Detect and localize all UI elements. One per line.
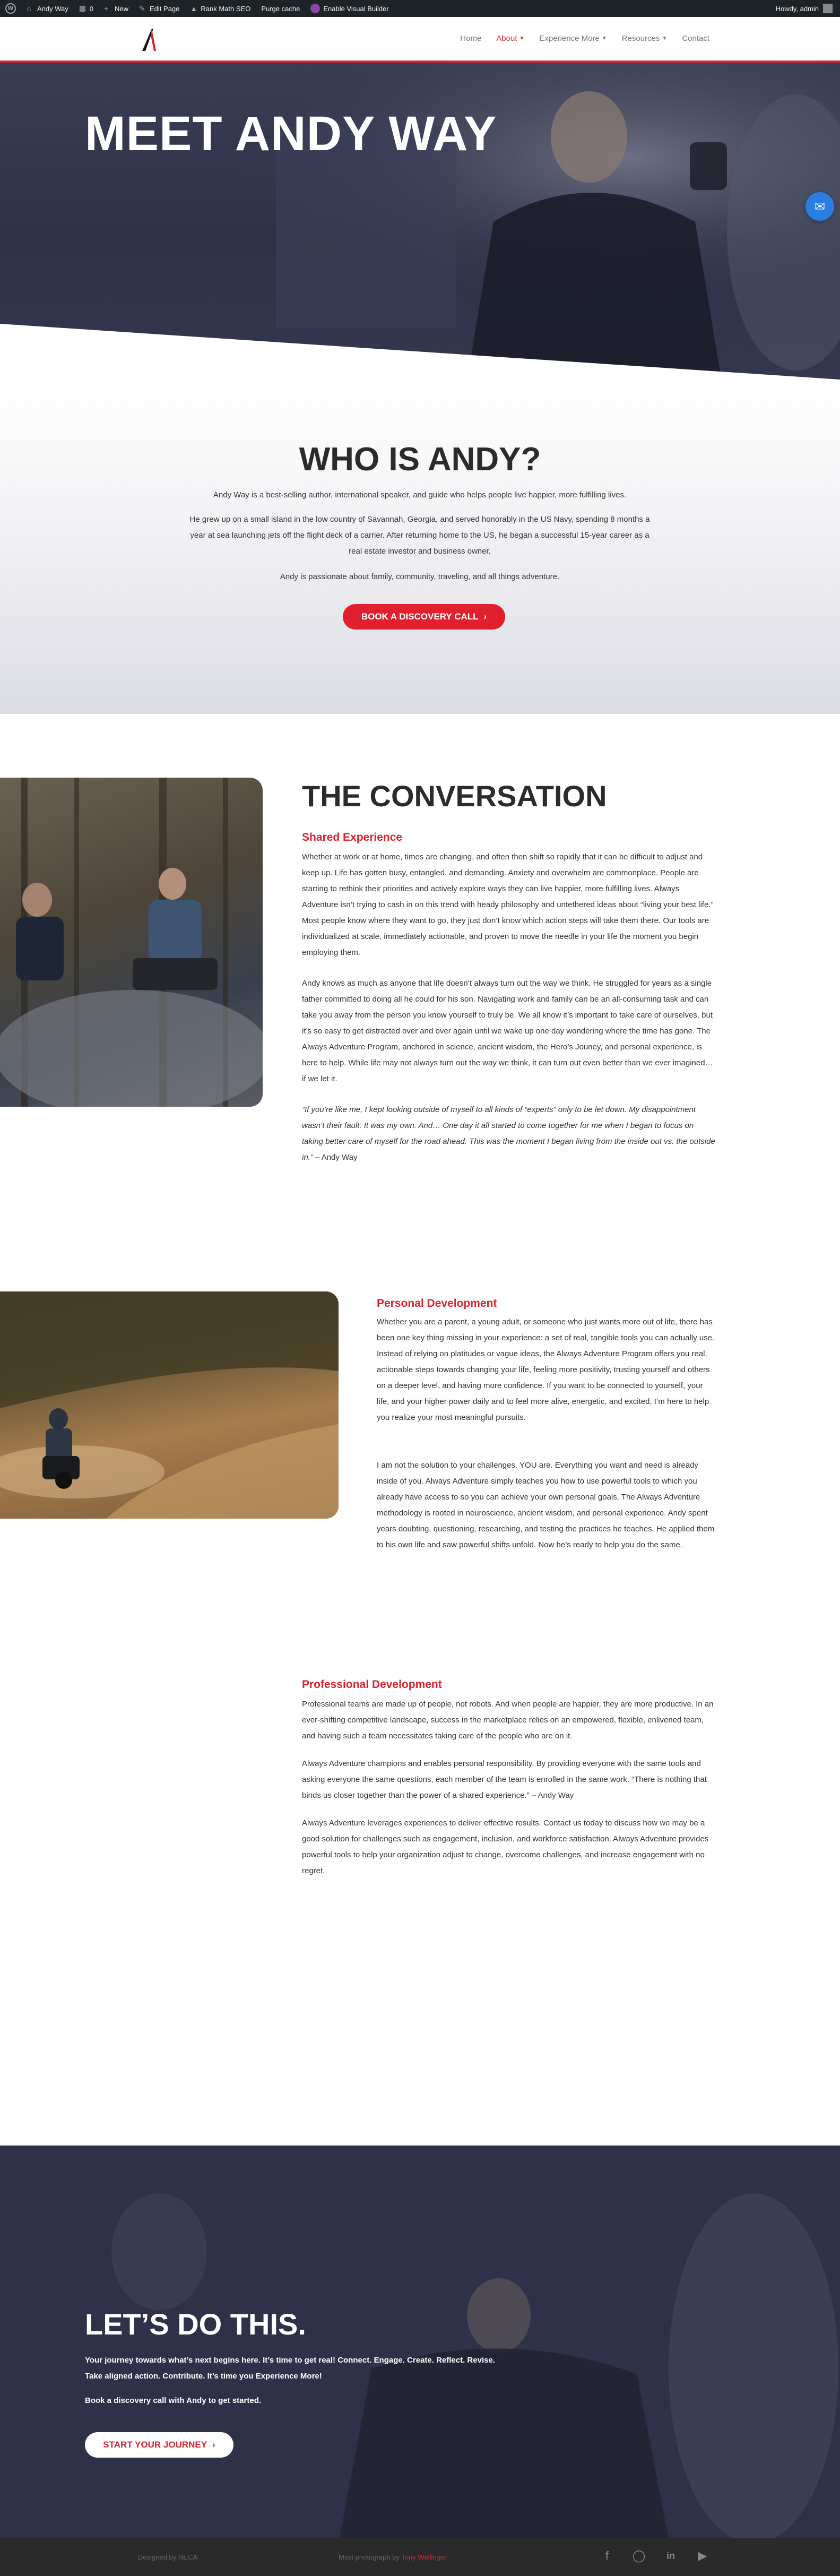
nav-contact[interactable] bbox=[682, 34, 709, 43]
nav-experience-more[interactable] bbox=[539, 34, 607, 43]
professional-paragraph-2: Always Adventure champions and enables personal responsibility. By providing everyone with the same tools and asking everyone the same questions, each member of the team is enrolled in the same work. “There is nothing that binds us closer together than the power of a shared experience.” – Andy Way bbox=[302, 1759, 707, 1800]
quote-author: – Andy Way bbox=[313, 1153, 358, 1162]
comment-icon: ▩ bbox=[79, 4, 86, 13]
photo-credit-prefix: Most photograph by bbox=[339, 2553, 402, 2561]
book-call-label: BOOK A DISCOVERY CALL bbox=[361, 611, 479, 622]
wp-admin-bar bbox=[0, 0, 840, 17]
chevron-down-icon: ▼ bbox=[519, 36, 525, 41]
chevron-down-icon: ▼ bbox=[601, 36, 607, 41]
photo-credit bbox=[339, 2553, 446, 2561]
my-account-menu[interactable] bbox=[776, 4, 840, 13]
nav-about-label: About bbox=[496, 34, 517, 43]
comments-count: 0 bbox=[89, 4, 93, 13]
purge-cache-label: Purge cache bbox=[261, 4, 300, 13]
conversation-image bbox=[0, 778, 263, 1107]
quote-text: “If you’re like me, I kept looking outside of myself to all kinds of “experts” only to be let down. My disappointment wasn’t their fault. It was my own. And… One day it all started to come together for me when I began to focus on taking better care of myself for the road ahead. This was the moment I began living from the inside out vs. the outside in.” bbox=[302, 1105, 715, 1162]
conversation-paragraph-1: Whether at work or at home, times are changing, and often then shift so rapidly that it can be difficult to adjust and keep up. Life has gotten busy, entangled, and demanding. Anxiety and overwhelm are commonplace. People are starting to rethink their priorities and actively explore ways they can live happier, more fulfilling lives. Always Adventure isn’t trying to cash in on this trend with heady philosophy and untethered ideas about “living your best life.” Most people know where they want to go, they just don’t know which action steps will take them there. Our tools are individualized at scale, immediately actionable, and proven to move the needle in your life the moment you begin employing them. bbox=[302, 852, 714, 957]
motorcycle-photo bbox=[0, 1291, 339, 1519]
wp-logo-menu[interactable] bbox=[0, 0, 21, 17]
start-journey-label: START YOUR JOURNEY bbox=[103, 2440, 207, 2450]
nav-home-label: Home bbox=[460, 34, 482, 43]
new-label: New bbox=[115, 4, 129, 13]
nav-contact-label: Contact bbox=[682, 34, 709, 43]
chevron-right-icon: › bbox=[212, 2440, 215, 2450]
andy-quote bbox=[302, 1102, 716, 1166]
edit-page-label: Edit Page bbox=[150, 4, 180, 13]
photographer-link[interactable]: Tony Wellinger bbox=[401, 2553, 447, 2561]
who-intro: Andy Way is a best-selling author, international speaker, and guide who helps people live happier, more fulfilling lives. bbox=[213, 490, 627, 499]
pencil-icon: ✎ bbox=[139, 4, 145, 13]
cta-title: LET’S DO THIS. bbox=[85, 2307, 306, 2341]
comments-menu[interactable] bbox=[74, 0, 99, 17]
site-name-menu[interactable] bbox=[21, 0, 74, 17]
rank-math-label: Rank Math SEO bbox=[201, 4, 251, 13]
visual-builder-label: Enable Visual Builder bbox=[323, 4, 389, 13]
shared-experience-heading: Shared Experience bbox=[302, 831, 403, 843]
linkedin-icon[interactable]: in bbox=[666, 2550, 675, 2561]
nav-about[interactable] bbox=[496, 34, 524, 43]
chevron-down-icon: ▼ bbox=[662, 36, 668, 41]
who-passions: Andy is passionate about family, community, traveling, and all things adventure. bbox=[280, 572, 560, 581]
site-footer bbox=[0, 2538, 840, 2576]
personal-development-image bbox=[0, 1291, 339, 1519]
nav-home[interactable] bbox=[460, 34, 481, 43]
nav-resources-label: Resources bbox=[621, 34, 660, 43]
home-icon: ⌂ bbox=[27, 4, 31, 13]
facebook-icon[interactable]: f bbox=[605, 2549, 609, 2562]
nav-experience-label: Experience More bbox=[539, 34, 600, 43]
chat-widget-button[interactable] bbox=[806, 192, 834, 221]
conversation-paragraph-2: Andy knows as much as anyone that life doesn’t always turn out the way we think. He struggled for years as a single father committed to doing all he could for his son. Navigating work and family can be an all-consuming task and can take you away from the person you know yourself to truly be. We all know it’s important to take care of ourselves, but it’s so easy to get distracted over and over again until we wake up one day wondering where the time has gone. The Always Adventure Program, anchored in science, ancient wisdom, the Hero’s Jouney, and personal experience, is here to help. While life may not always turn out the way we think, it can turn out even better than we ever imagined… if we let it. bbox=[302, 979, 713, 1083]
youtube-icon[interactable]: ▶ bbox=[698, 2549, 707, 2562]
professional-paragraph-3: Always Adventure leverages experiences to deliver effective results. Contact us today to discuss how we may be a good solution for challenges such as engagement, inclusion, and workforce satisfaction. Always Adventure provides powerful tools to help your organization adjust to change, overcome challenges, and increase engagement with no regret. bbox=[302, 1819, 709, 1875]
who-background: He grew up on a small island in the low country of Savannah, Georgia, and served honorably in the US Navy, spending 8 months a year at sea launching jets off the flight deck of a carrier. After returning home to the US, he began a successful 15-year career as a real estate investor and business owner. bbox=[189, 515, 650, 556]
personal-development-heading: Personal Development bbox=[377, 1297, 497, 1309]
edit-page-link[interactable] bbox=[134, 0, 185, 17]
start-journey-button[interactable] bbox=[85, 2432, 233, 2458]
conversation-title: THE CONVERSATION bbox=[302, 779, 607, 813]
howdy-label: Howdy, admin bbox=[775, 4, 819, 13]
personal-paragraph-2: I am not the solution to your challenges. YOU are. Everything you want and need is already inside of you. Always Adventure simply teaches you how to use powerful tools to which you already have access to so you can achieve your own personal goals. The Always Adventure methodology is rooted in neuroscience, ancient wisdom, and personal experience. Andy spent years doubting, questioning, researching, and testing the practices he teaches. He applied them to his own life and saw powerful shifts unfold. Now he’s ready to help you do the same. bbox=[377, 1461, 715, 1549]
hero-slant-divider bbox=[0, 324, 840, 382]
chat-icon: ✉ bbox=[814, 199, 826, 214]
site-logo[interactable] bbox=[140, 27, 158, 52]
cta-line-1: Your journey towards what’s next begins here. It’s time to get real! Connect. Engage. Create. Reflect. Revise. bbox=[85, 2356, 495, 2365]
cta-line-3: Book a discovery call with Andy to get started. bbox=[85, 2396, 262, 2405]
plus-icon: + bbox=[104, 4, 109, 13]
new-content-menu[interactable] bbox=[99, 0, 134, 17]
rank-math-menu[interactable] bbox=[185, 0, 256, 17]
who-is-andy-section bbox=[0, 381, 840, 714]
cta-line-2: Take aligned action. Contribute. It’s time you Experience More! bbox=[85, 2372, 322, 2381]
book-discovery-call-button[interactable] bbox=[343, 604, 505, 630]
designed-by-credit: Designed by NECA bbox=[138, 2553, 197, 2561]
hero-title: MEET ANDY WAY bbox=[85, 107, 497, 161]
conversation-photo bbox=[0, 778, 263, 1107]
instagram-icon[interactable]: ◯ bbox=[632, 2549, 646, 2562]
personal-paragraph-1: Whether you are a parent, a young adult, or someone who just wants more out of life, there has been one key thing missing in your experience: a set of real, tangible tools you can actually use. Instead of relying on platitudes or vague ideas, the Always Adventure Program offers you real, actionable steps towards changing your life, feeling more positivity, trusting yourself and others on a deeper level, and having more confidence. If you want to be connected to yourself, your life, and your higher power daily and to feel more alive, energetic, and excited, I’m here to help you realize your most meaningful pursuits. bbox=[377, 1317, 715, 1422]
avatar bbox=[823, 4, 833, 13]
lets-do-this-section bbox=[0, 2146, 840, 2538]
cta-background-image bbox=[0, 2146, 840, 2538]
chart-icon: ▲ bbox=[190, 4, 198, 13]
divi-icon bbox=[310, 4, 320, 13]
social-links bbox=[600, 2549, 709, 2563]
site-header bbox=[0, 17, 840, 63]
who-title: WHO IS ANDY? bbox=[299, 441, 541, 478]
visual-builder-button[interactable] bbox=[305, 0, 394, 17]
professional-paragraph-1: Professional teams are made up of people, not robots. And when people are happier, they are more productive. In an ever-shifting competitive landscape, success in the marketplace relies on an empowered, flexible, enlivened team, and having such a team necessitates taking care of the people who are on it. bbox=[302, 1700, 714, 1741]
main-nav bbox=[460, 34, 709, 43]
purge-cache-button[interactable] bbox=[256, 0, 305, 17]
site-name-label: Andy Way bbox=[37, 4, 68, 13]
chevron-right-icon: › bbox=[483, 611, 487, 622]
wordpress-icon: W bbox=[5, 3, 16, 14]
professional-development-heading: Professional Development bbox=[302, 1678, 442, 1691]
nav-resources[interactable] bbox=[622, 34, 668, 43]
